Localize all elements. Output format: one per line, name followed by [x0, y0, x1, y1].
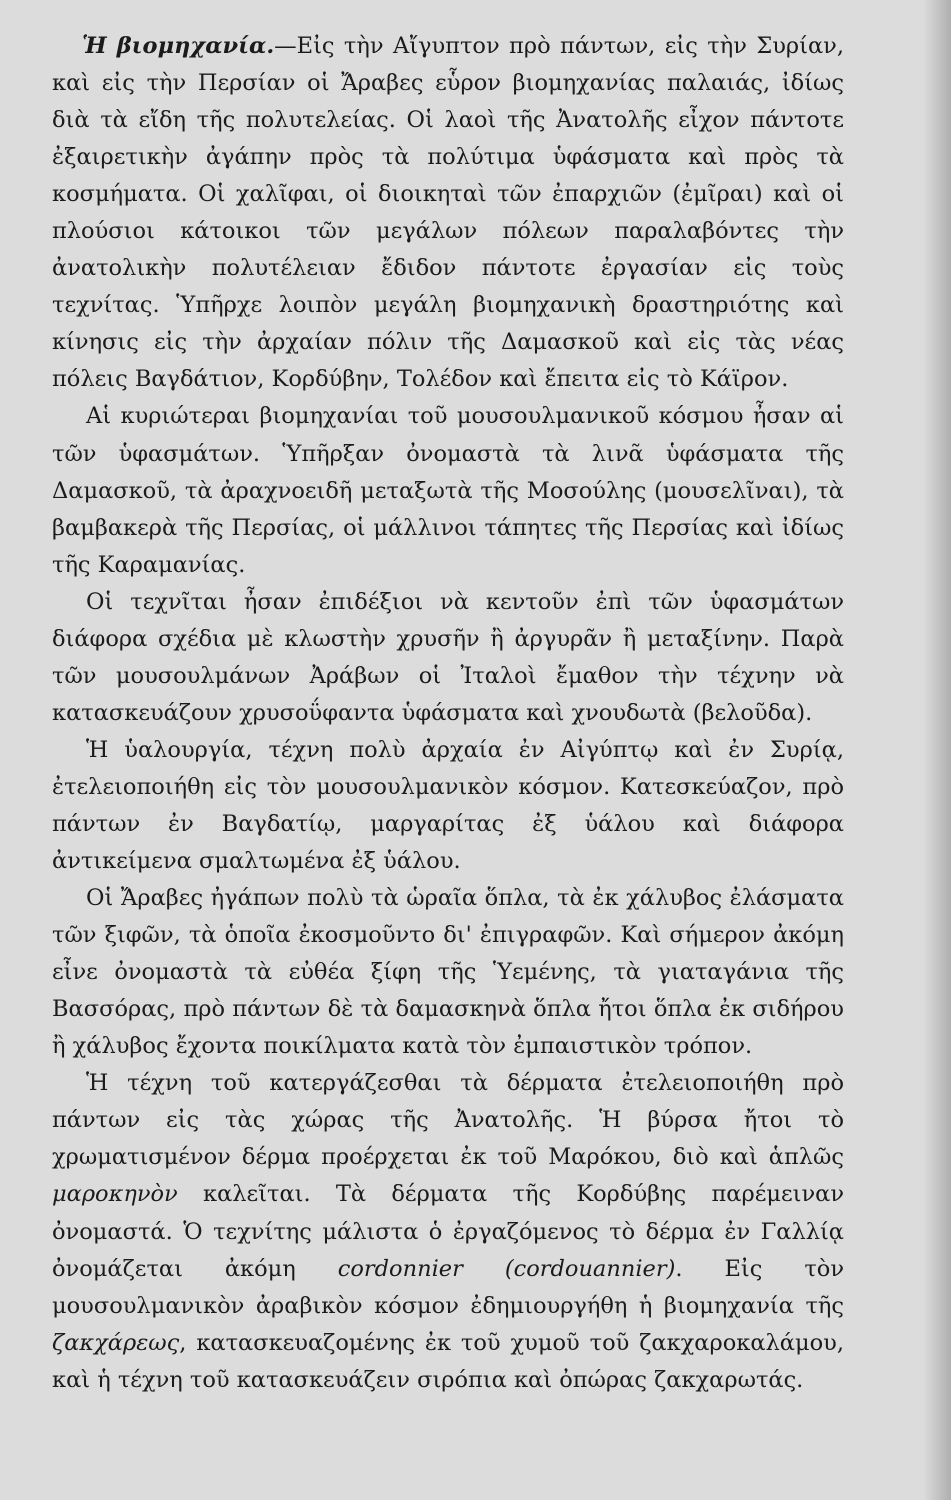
paragraph-1-text: —Εἰς τὴν Αἴγυπτον πρὸ πάντων, εἰς τὴν Συρίαν, καὶ εἰς τὴν Περσίαν οἱ Ἄραβες εὗρον βιομηχανίας παλαιάς, ἰδίως διὰ τὰ εἴδη τῆς πολυτελείας. Οἱ λαοὶ τῆς Ἀνατολῆς εἶχον πάντοτε ἐξαιρετικὴν ἀγάπην πρὸς τὰ πολύτιμα ὑφάσματα καὶ πρὸς τὰ κοσμήματα. Οἱ χαλῖφαι, οἱ διοικηταὶ τῶν ἐπαρχιῶν (ἐμῖραι) καὶ οἱ πλούσιοι κάτοικοι τῶν μεγάλων πόλεων παραλαβόντες τὴν ἀνατολικὴν πολυτέλειαν ἔδιδον πάντοτε ἐργασίαν εἰς τοὺς τεχνίτας. Ὑπῆρχε λοιπὸν μεγάλη βιομηχανικὴ δραστηριότης καὶ κίνησις εἰς τὴν ἀρχαίαν πόλιν τῆς Δαμασκοῦ καὶ εἰς τὰς νέας πόλεις Βαγδάτιον, Κορδύβην, Τολέδον καὶ ἔπειτα εἰς τὸ Κάϊρον. [52, 33, 844, 393]
paragraph-6-part-d: , κατασκευαζομένης ἐκ τοῦ χυμοῦ τοῦ ζακχαροκαλάμου, καὶ ἡ τέχνη τοῦ κατασκευάζειν σιρόπια καὶ ὀπώρας ζακχαρωτάς. [52, 1329, 844, 1393]
paragraph-3: Οἱ τεχνῖται ἦσαν ἐπιδέξιοι νὰ κεντοῦν ἐπὶ τῶν ὑφασμάτων διάφορα σχέδια μὲ κλωστὴν χρυσῆν ἢ ἀργυρᾶν ἢ μεταξίνην. Παρὰ τῶν μουσουλμάνων Ἀράβων οἱ Ἰταλοὶ ἔμαθον τὴν τέχνην νὰ κατασκευάζουν χρυσοΰφαντα ὑφάσματα καὶ χνουδωτὰ (βελοῦδα). [52, 588, 844, 726]
paragraph-2: Αἱ κυριώτεραι βιομηχανίαι τοῦ μουσουλμανικοῦ κόσμου ἦσαν αἱ τῶν ὑφασμάτων. Ὑπῆρξαν ὀνομαστὰ τὰ λινᾶ ὑφάσματα τῆς Δαμασκοῦ, τὰ ἀραχνοειδῆ μεταξωτὰ τῆς Μοσούλης (μουσελῖναι), τὰ βαμβακερὰ τῆς Περσίας, οἱ μάλλινοι τάπητες τῆς Περσίας καὶ ἰδίως τῆς Καραμανίας. [52, 403, 844, 578]
paragraph-6-part-c: . Εἰς τὸν μουσουλμανικὸν ἀραβικὸν κόσμον ἐδημιουργήθη ἡ βιομηχανία τῆς [52, 1255, 844, 1319]
body-text [52, 28, 844, 1399]
paragraph-6 [52, 1065, 844, 1398]
section-title: Ἡ βιομηχανία. [82, 33, 275, 59]
paragraph-6-part-a: Ἡ τέχνη τοῦ κατεργάζεσθαι τὰ δέρματα ἐτελειοποιήθη πρὸ πάντων εἰς τὰς χώρας τῆς Ἀνατολῆς. Ἡ βύρσα ἤτοι τὸ χρωματισμένον δέρμα προέρχεται ἐκ τοῦ Μαρόκου, διὸ καὶ ἁπλῶς [52, 1070, 844, 1171]
emphasis-marokinon: μαροκηνὸν [52, 1181, 178, 1208]
emphasis-cordonnier: cordonnier (cordouannier) [337, 1255, 676, 1282]
emphasis-zakchareos: ζακχάρεως [52, 1329, 180, 1356]
paragraph-5: Οἱ Ἄραβες ἠγάπων πολὺ τὰ ὡραῖα ὅπλα, τὰ ἐκ χάλυβος ἐλάσματα τῶν ξιφῶν, τὰ ὁποῖα ἐκοσμοῦντο δι' ἐπιγραφῶν. Καὶ σήμερον ἀκόμη εἶνε ὀνομαστὰ τὰ εὐθέα ξίφη τῆς Ὑεμένης, τὰ γιαταγάνια τῆς Βασσόρας, πρὸ πάντων δὲ τὰ δαμασκηνὰ ὅπλα ἤτοι ὅπλα ἐκ σιδήρου ἢ χάλυβος ἔχοντα ποικίλματα κατὰ τὸν ἐμπαιστικὸν τρόπον. [52, 885, 844, 1060]
paragraph-4: Ἡ ὑαλουργία, τέχνη πολὺ ἀρχαία ἐν Αἰγύπτῳ καὶ ἐν Συρίᾳ, ἐτελειοποιήθη εἰς τὸν μουσουλμανικὸν κόσμον. Κατεσκεύαζον, πρὸ πάντων ἐν Βαγδατίῳ, μαργαρίτας ἐξ ὑάλου καὶ διάφορα ἀντικείμενα σμαλτωμένα ἐξ ὑάλου. [52, 736, 844, 875]
paragraph-1 [52, 28, 844, 398]
paragraph-6-part-b: καλεῖται. Τὰ δέρματα τῆς Κορδύβης παρέμειναν ὀνομαστά. Ὁ τεχνίτης μάλιστα ὁ ἐργαζόμενος τὸ δέρμα ἐν Γαλλίᾳ ὀνομάζεται ἀκόμη [52, 1181, 845, 1282]
